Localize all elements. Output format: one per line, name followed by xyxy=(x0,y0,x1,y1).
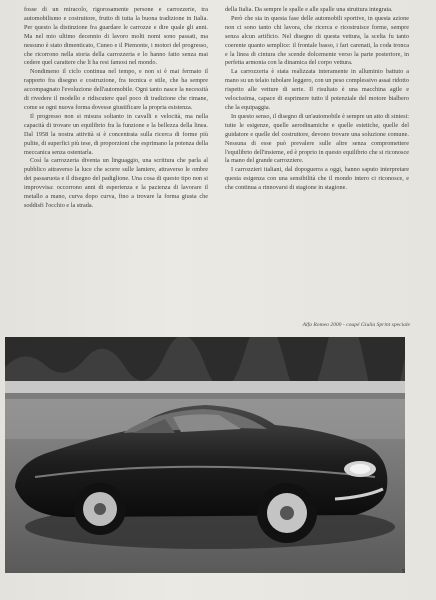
paragraph: Il progresso non si misura soltanto in cavalli e velocità, ma nella capacità di trovare un equilibrio fra la funzione e la bellezza della linea. Dal 1958 la nostra attività si è concentrata sulla ricerca di forme più pulite, di superfici più tese, di proporzioni che esprimano la potenza della meccanica senza ostentarla. xyxy=(24,112,208,156)
paragraph: Nondimeno il ciclo continua nel tempo, e non si è mai fermato il rapporto fra disegno e costruzione, fra tecnica e stile, che ha sempre accompagnato l'evoluzione dell'automobile. Ogni tanto nasce la necessità di rivedere il modello e ridiscutere quel poco di tradizione che rimane, come se ogni nuova forma dovesse giustificare la propria esistenza. xyxy=(24,68,208,111)
car-photo xyxy=(5,337,405,573)
photo-caption: Alfa Romeo 2000 - coupé Giulia Sprint speciale xyxy=(302,322,410,328)
paragraph: I carrozzieri italiani, dal dopoguerra a oggi, hanno saputo interpretare questa esigenza con una sensibilità che il mondo intero ci riconosce, e che continua a rinnovarsi di stagione in stagione. xyxy=(225,166,409,192)
right-column xyxy=(225,6,409,328)
paragraph: Però che sia in questa fase delle automobili sportive, in questa azione non ci sono tanto chi lavora, che ricerca e ricostruisce forme, sempre senza alcun artificio. Nel disegno di questa vettura, la scelta fu tanto coerente quanto semplice: il frontale basso, i fari carenati, la coda tronca e la linea di cintura che scende dolcemente verso la parte posteriore, in perfetta armonia con la dinamica del corpo vettura. xyxy=(225,14,409,67)
paragraph: della Italia. Da sempre le spalle e alle spalle una struttura integrata. xyxy=(225,6,393,13)
paragraph: In questo senso, il disegno di un'automobile è sempre un atto di sintesi: tutte le esigenze, quelle aerodinamiche e quelle estetiche, quelle del guidatore e quelle del costruttore, devono trovare una soluzione comune. Nessuna di esse può prevalere sulle altre senza compromettere l'equilibrio dell'insieme, ed è proprio in questo equilibrio che si riconosce la mano del grande carrozziere. xyxy=(225,112,409,165)
article-body xyxy=(24,6,409,328)
page-number: 5 xyxy=(402,569,405,575)
left-column xyxy=(24,6,208,328)
paragraph: Così la carrozzeria diventa un linguaggio, una scrittura che parla al pubblico attraverso la luce che scorre sulle lamiere, attraverso le ombre dei passaruota e il disegno del padiglione. Una cosa di questo tipo non si improvvisa: occorrono anni di esperienza e la pazienza di lavorare il metallo a mano, curva dopo curva, fino a trovare la forma giusta che soddisfi l'occhio e la strada. xyxy=(24,157,208,209)
sports-coupe-photo-icon xyxy=(5,337,405,573)
paragraph: fosse di un miracolo, rigorosamente persone e carrozzerie, tra automobilismo e costruttore, frutto di tutta la buona tradizione in Italia. Per questo la distinzione fra guardare le carrozze e dire quale gli anni. Ma nel mio ultimo decennio di lavoro molti nomi sono passati, ma nessuno è stato dimenticato, Cuneo e il Piemonte, i motori del progresso, che ricorrono nella storia della carrozzeria e lo hanno fatto senza mai cedere quel carattere che li ha resi famosi nel mondo. xyxy=(24,6,208,67)
paragraph: La carrozzeria è stata realizzata interamente in alluminio battuto a mano su un telaio tubolare leggero, con un peso complessivo assai ridotto rispetto alle vetture di serie. Il risultato è una macchina agile e velocissima, capace di esprimere tutto il potenziale del motore bialbero che la equipaggia. xyxy=(225,68,409,111)
